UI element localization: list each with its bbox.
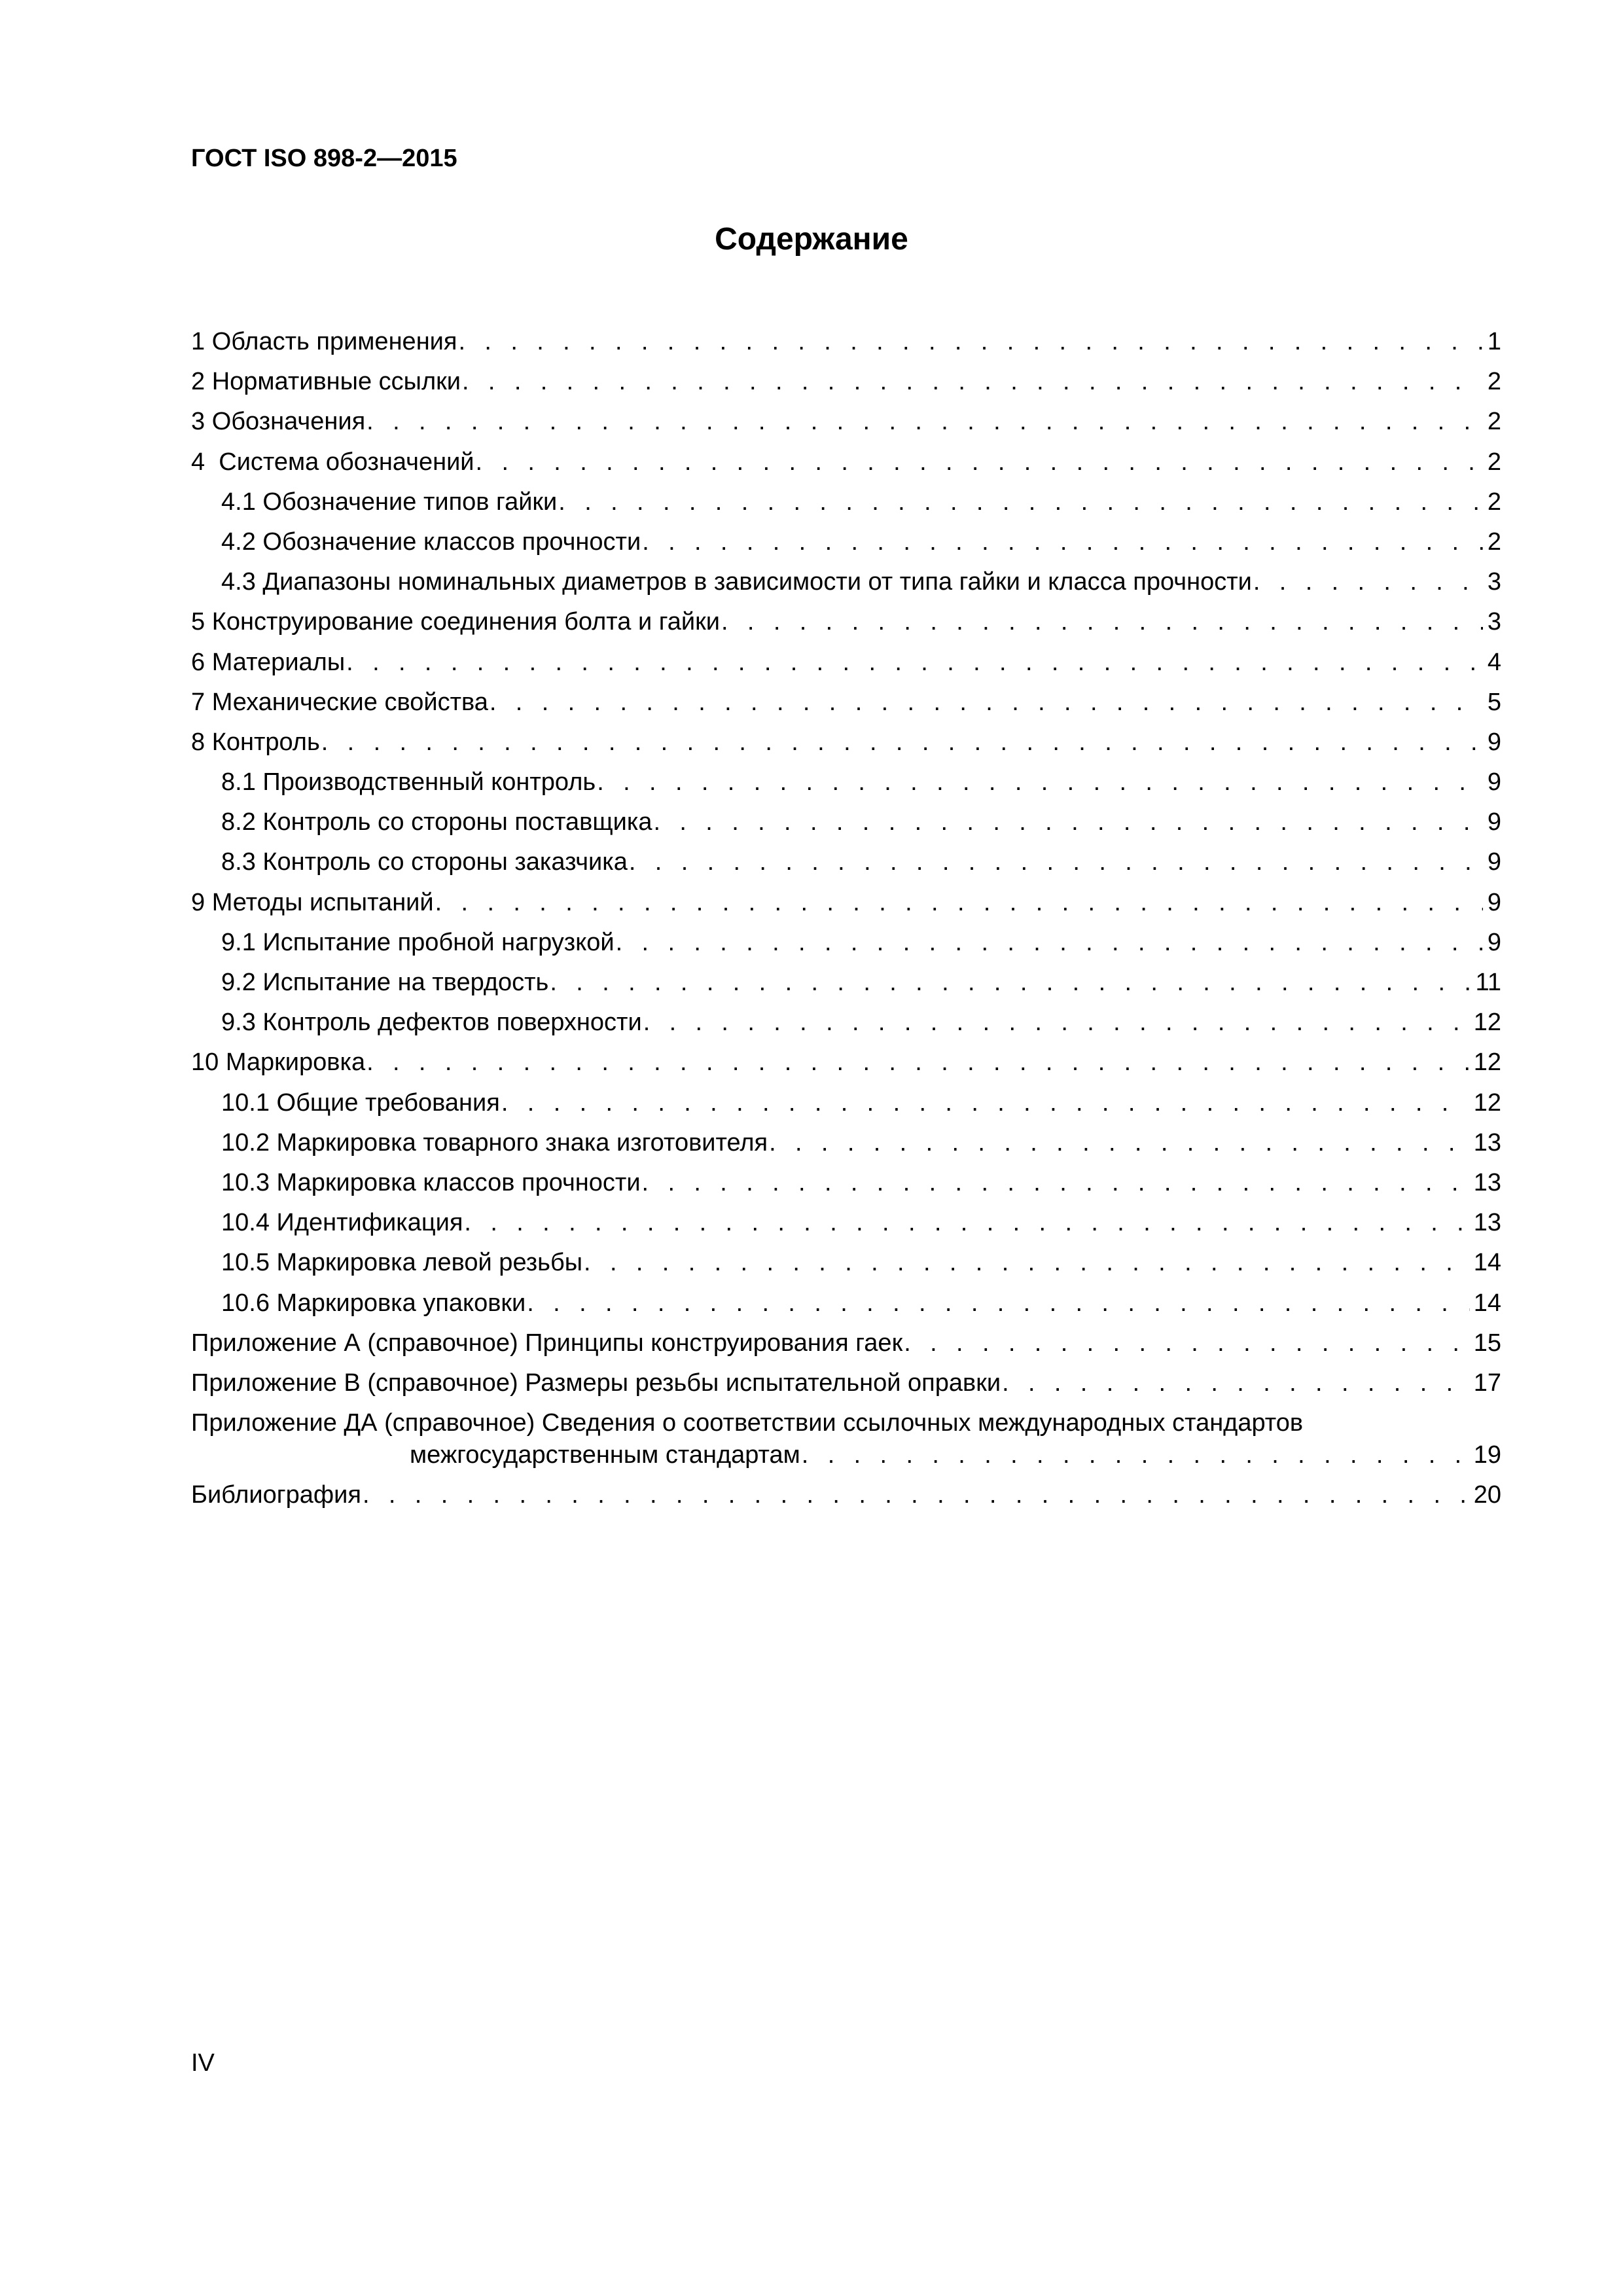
toc-link[interactable] (191, 562, 1501, 602)
toc-dot-leader (721, 602, 1483, 642)
toc-entry-page: 11 (1475, 969, 1501, 996)
toc-dot-leader (643, 1003, 1470, 1043)
toc-entry-title: 8 Контроль (191, 728, 320, 756)
toc-entry-4-1[interactable] (191, 482, 1501, 522)
toc-entry-title: 9.2 Испытание на твердость (221, 969, 549, 996)
toc-entry-bibliography[interactable] (191, 1475, 1501, 1515)
toc-entry-page: 9 (1487, 848, 1501, 876)
toc-entry-page: 3 (1487, 608, 1501, 636)
toc-link[interactable] (191, 362, 1501, 402)
toc-link[interactable] (191, 1043, 1501, 1083)
toc-dot-leader (435, 883, 1483, 923)
toc-entry-title: 10.4 Идентификация (221, 1209, 463, 1237)
toc-entry-appendix-a[interactable] (191, 1323, 1501, 1363)
toc-entry-title: 9 Методы испытаний (191, 888, 434, 916)
toc-dot-leader (550, 963, 1471, 1003)
toc-entry-page: 15 (1473, 1329, 1501, 1357)
toc-dot-leader (642, 1163, 1470, 1203)
toc-link[interactable] (191, 883, 1501, 923)
toc-entry-8[interactable] (191, 723, 1501, 762)
toc-entry-4-2[interactable] (191, 522, 1501, 562)
toc-link[interactable] (191, 1363, 1501, 1403)
toc-entry-3[interactable] (191, 402, 1501, 442)
toc-dot-leader (629, 842, 1483, 882)
toc-link[interactable] (191, 1083, 1501, 1123)
toc-dot-leader (904, 1323, 1470, 1363)
toc-entry-9-3[interactable] (191, 1003, 1501, 1043)
toc-entry-title: Приложение А (справочное) Принципы конструирования гаек (191, 1329, 903, 1357)
toc-entry-title: 2 Нормативные ссылки (191, 368, 461, 396)
toc-entry-10[interactable] (191, 1043, 1501, 1083)
toc-link[interactable] (191, 442, 1501, 482)
toc-link[interactable] (191, 1003, 1501, 1043)
toc-entry-page: 19 (1473, 1441, 1501, 1469)
toc-entry-page: 13 (1473, 1209, 1501, 1237)
toc-link[interactable] (191, 1323, 1501, 1363)
toc-entry-title: 8.2 Контроль со стороны поставщика (221, 808, 652, 836)
toc-dot-leader (501, 1083, 1470, 1123)
toc-entry-title: 8.1 Производственный контроль (221, 768, 596, 797)
toc-entry-10-2[interactable] (191, 1123, 1501, 1163)
toc-entry-8-3[interactable] (191, 842, 1501, 882)
toc-dot-leader (363, 1475, 1470, 1515)
toc-entry-page: 20 (1473, 1481, 1501, 1509)
toc-link[interactable] (191, 723, 1501, 762)
toc-entry-title: 10 Маркировка (191, 1049, 366, 1077)
toc-entry-appendix-da[interactable] (191, 1403, 1501, 1475)
toc-entry-page: 14 (1473, 1249, 1501, 1277)
toc-entry-page: 9 (1487, 728, 1501, 756)
table-of-contents (191, 322, 1501, 1515)
toc-entry-page: 2 (1487, 408, 1501, 436)
toc-dot-leader (366, 402, 1483, 442)
toc-entry-page: 4 (1487, 648, 1501, 676)
toc-entry-4-3[interactable] (191, 562, 1501, 602)
toc-entry-page: 9 (1487, 808, 1501, 836)
toc-dot-leader (464, 1203, 1469, 1243)
toc-link[interactable] (191, 1163, 1501, 1203)
toc-entry-title: 10.6 Маркировка упаковки (221, 1289, 526, 1317)
toc-entry-10-4[interactable] (191, 1203, 1501, 1243)
toc-entry-page: 17 (1473, 1369, 1501, 1397)
toc-entry-title: Библиография (191, 1481, 361, 1509)
toc-entry-title: 6 Материалы (191, 648, 346, 676)
toc-entry-title: 4.2 Обозначение классов прочности (221, 528, 641, 556)
toc-entry-title: 1 Область применения (191, 328, 457, 355)
toc-dot-leader (597, 762, 1483, 802)
toc-link[interactable] (191, 402, 1501, 442)
toc-entry-7[interactable] (191, 683, 1501, 723)
toc-title: Содержание (715, 222, 908, 257)
toc-entry-page: 2 (1487, 488, 1501, 516)
toc-entry-2[interactable] (191, 362, 1501, 402)
toc-entry-title: 9.1 Испытание пробной нагрузкой (221, 928, 615, 956)
toc-link[interactable] (191, 322, 1501, 362)
toc-entry-title: 10.2 Маркировка товарного знака изготовителя (221, 1128, 768, 1157)
toc-entry-page: 12 (1473, 1009, 1501, 1037)
toc-entry-page: 14 (1473, 1289, 1501, 1317)
toc-entry-page: 2 (1487, 448, 1501, 476)
toc-dot-leader (769, 1123, 1470, 1163)
toc-link[interactable] (191, 602, 1501, 642)
toc-link[interactable] (191, 1203, 1501, 1243)
toc-link[interactable] (191, 802, 1501, 842)
toc-entry-title: Приложение В (справочное) Размеры резьбы испытательной оправки (191, 1369, 1001, 1397)
toc-dot-leader (490, 683, 1483, 723)
toc-dot-leader (653, 802, 1483, 842)
toc-entry-8-2[interactable] (191, 802, 1501, 842)
toc-entry-title: 4 Система обозначений (191, 448, 474, 476)
toc-entry-continuation (191, 1435, 1501, 1475)
toc-entry-title: 9.3 Контроль дефектов поверхности (221, 1009, 642, 1037)
toc-dot-leader (584, 1243, 1470, 1283)
toc-dot-leader (527, 1283, 1469, 1323)
toc-entry-6[interactable] (191, 643, 1501, 683)
toc-link[interactable] (191, 1475, 1501, 1515)
toc-entry-page: 13 (1473, 1168, 1501, 1196)
toc-dot-leader (616, 923, 1483, 963)
toc-link[interactable] (191, 1123, 1501, 1163)
toc-dot-leader (346, 643, 1483, 683)
toc-entry-title: 5 Конструирование соединения болта и гайки (191, 608, 721, 636)
toc-dot-leader (458, 322, 1483, 362)
toc-entry-title-cont: межгосударственным стандартам (410, 1441, 800, 1469)
toc-link[interactable] (191, 683, 1501, 723)
toc-entry-page: 2 (1487, 528, 1501, 556)
toc-dot-leader (1253, 562, 1483, 602)
toc-entry-page: 2 (1487, 368, 1501, 396)
toc-entry-page: 5 (1487, 688, 1501, 716)
toc-dot-leader (476, 442, 1483, 482)
toc-link[interactable] (191, 643, 1501, 683)
toc-entry-4[interactable] (191, 442, 1501, 482)
toc-entry-page: 1 (1487, 328, 1501, 355)
toc-entry-page: 9 (1487, 888, 1501, 916)
toc-dot-leader (321, 723, 1483, 762)
toc-entry-page: 13 (1473, 1128, 1501, 1157)
toc-link[interactable] (191, 923, 1501, 963)
toc-entry-title: 3 Обозначения (191, 408, 366, 436)
toc-link[interactable] (191, 963, 1501, 1003)
toc-entry-title: 8.3 Контроль со стороны заказчика (221, 848, 628, 876)
toc-entry-8-1[interactable] (191, 762, 1501, 802)
toc-entry-page: 3 (1487, 568, 1501, 596)
toc-entry-5[interactable] (191, 602, 1501, 642)
toc-entry-page: 12 (1473, 1088, 1501, 1117)
toc-entry-page: 9 (1487, 768, 1501, 797)
toc-entry-10-1[interactable] (191, 1083, 1501, 1123)
toc-link[interactable] (191, 842, 1501, 882)
toc-entry-9-2[interactable] (191, 963, 1501, 1003)
page-number: IV (191, 2049, 215, 2077)
toc-entry-title: 10.5 Маркировка левой резьбы (221, 1249, 583, 1277)
toc-entry-10-6[interactable] (191, 1283, 1501, 1323)
toc-entry-page: 12 (1473, 1049, 1501, 1077)
toc-dot-leader (642, 522, 1483, 562)
toc-link[interactable] (191, 522, 1501, 562)
toc-dot-leader (366, 1043, 1470, 1083)
toc-dot-leader (1002, 1363, 1470, 1403)
toc-entry-1[interactable] (191, 322, 1501, 362)
toc-entry-9[interactable] (191, 883, 1501, 923)
toc-entry-10-3[interactable] (191, 1163, 1501, 1203)
toc-entry-title: Приложение ДА (справочное) Сведения о соответствии ссылочных международных стандартов (191, 1409, 1304, 1437)
document-header: ГОСТ ISO 898-2—2015 (191, 145, 457, 172)
toc-entry-title: 7 Механические свойства (191, 688, 488, 716)
toc-link[interactable] (191, 482, 1501, 522)
toc-entry-page: 9 (1487, 928, 1501, 956)
toc-link[interactable] (191, 1243, 1501, 1283)
toc-entry-title: 10.3 Маркировка классов прочности (221, 1168, 641, 1196)
toc-entry-title: 10.1 Общие требования (221, 1088, 500, 1117)
toc-entry-title: 4.1 Обозначение типов гайки (221, 488, 558, 516)
toc-dot-leader (802, 1435, 1470, 1475)
toc-link[interactable] (191, 762, 1501, 802)
toc-dot-leader (558, 482, 1483, 522)
toc-entry-10-5[interactable] (191, 1243, 1501, 1283)
toc-entry-9-1[interactable] (191, 923, 1501, 963)
toc-link[interactable] (191, 1283, 1501, 1323)
toc-entry-title: 4.3 Диапазоны номинальных диаметров в зависимости от типа гайки и класса прочности (221, 568, 1252, 596)
toc-entry-appendix-b[interactable] (191, 1363, 1501, 1403)
toc-dot-leader (462, 362, 1483, 402)
